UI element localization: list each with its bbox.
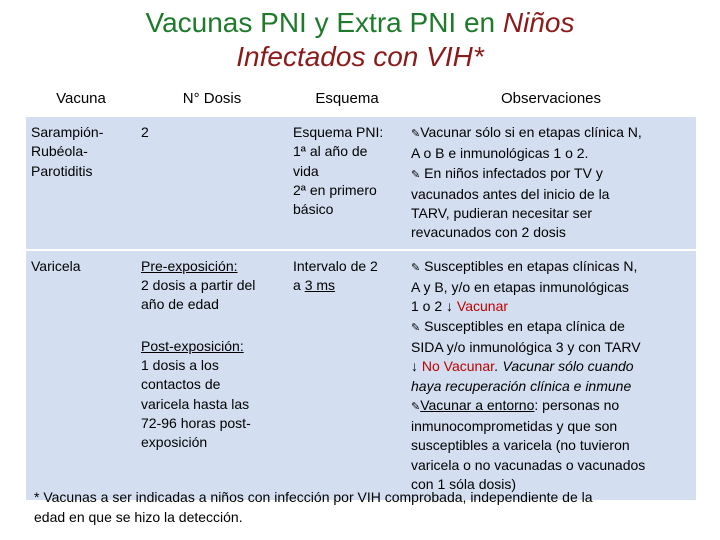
cell-text: Esquema PNI: <box>293 124 384 140</box>
cell-text: vida <box>293 162 319 179</box>
obs-text: 1 o 2 <box>411 298 447 315</box>
title-text: Vacunas PNI y Extra PNI en <box>145 7 503 38</box>
footnote-line: * Vacunas a ser indicadas a niños con infección por VIH comprobada, independiente de la <box>34 489 593 505</box>
vacunar-label: Vacunar <box>453 298 509 315</box>
table-row <box>26 117 696 250</box>
cell-text: varicela hasta las <box>141 395 250 412</box>
obs-text: En niños infectados por TV y <box>420 164 603 181</box>
obs-line: revacunados con 2 dosis <box>411 224 566 241</box>
header-observaciones: Observaciones <box>406 82 696 117</box>
obs-line: susceptibles a varicela (no tuvieron <box>411 437 630 454</box>
table-row <box>26 250 696 501</box>
header-esquema: Esquema <box>288 82 406 117</box>
obs-line: A y B, y/o en etapas inmunológicas <box>411 279 629 296</box>
vaccine-table <box>26 82 696 500</box>
syringe-icon: ✎ <box>411 400 421 413</box>
arrow-down-icon: ↓ <box>446 298 454 315</box>
syringe-icon: ✎ <box>411 321 421 334</box>
cell-text: Rubéola- <box>31 143 88 160</box>
cell-text: 1 dosis a los <box>141 356 219 373</box>
cell-text: Parotiditis <box>31 162 93 179</box>
obs-line: inmunocomprometidas y que son <box>411 418 618 435</box>
obs-text: . Vacunar sólo cuando <box>494 358 634 375</box>
cell-esquema <box>288 250 406 501</box>
cell-text: básico <box>293 201 334 218</box>
cell-text: Sarampión- <box>31 124 104 140</box>
obs-text: : personas no <box>534 396 620 413</box>
obs-line <box>411 257 692 278</box>
cell-vacuna <box>26 117 136 250</box>
syringe-icon: ✎ <box>411 261 421 274</box>
obs-line <box>411 317 692 338</box>
arrow-down-icon: ↓ <box>411 358 418 375</box>
post-exposure-title: Post-exposición: <box>141 337 244 354</box>
obs-line: varicela o no vacunadas o vacunados <box>411 456 646 473</box>
cell-text: Intervalo de 2 <box>293 257 378 274</box>
obs-text: Susceptibles en etapas clínicas N, <box>420 257 638 274</box>
cell-esquema <box>288 117 406 250</box>
obs-line: con 1 sóla dosis) <box>411 476 517 493</box>
title-emphasis: Niños <box>502 7 575 38</box>
syringe-icon: ✎ <box>411 128 421 140</box>
obs-line: vacunados antes del inicio de la <box>411 185 610 202</box>
obs-line: SIDA y/o inmunológica 3 y con TARV <box>411 338 641 355</box>
cell-text-part: a <box>293 277 305 294</box>
obs-line: haya recuperación clínica e inmune <box>411 377 632 394</box>
cell-text: 72-96 horas post- <box>141 414 251 431</box>
cell-text: contactos de <box>141 376 221 393</box>
cell-text: 2 dosis a partir del <box>141 277 256 294</box>
pre-exposure-title: Pre-exposición: <box>141 257 238 274</box>
obs-text: Susceptibles en etapa clínica de <box>420 317 625 334</box>
title-line-1 <box>0 6 720 40</box>
obs-line <box>411 164 692 185</box>
cell-text: 2ª en primero <box>293 181 377 198</box>
cell-observaciones <box>406 250 696 501</box>
cell-text: exposición <box>141 434 208 451</box>
cell-text <box>293 276 402 295</box>
spacer <box>141 315 284 337</box>
obs-text: Vacunar sólo si en etapas clínica N, <box>420 124 642 140</box>
cell-dosis: 2 <box>136 117 288 250</box>
cell-vacuna: Varicela <box>26 250 136 501</box>
cell-dosis <box>136 250 288 501</box>
syringe-icon: ✎ <box>411 168 421 181</box>
obs-line: A o B e inmunológicas 1 o 2. <box>411 145 589 162</box>
cell-observaciones <box>406 117 696 250</box>
header-dosis: N° Dosis <box>136 82 288 117</box>
obs-line <box>411 297 692 316</box>
header-vacuna: Vacuna <box>26 82 136 117</box>
page-title <box>0 6 720 74</box>
table-header-row <box>26 82 696 117</box>
cell-text: año de edad <box>141 296 219 313</box>
obs-line <box>411 357 692 376</box>
obs-line: TARV, pudieran necesitar ser <box>411 205 593 222</box>
no-vacunar-label: No Vacunar <box>418 358 495 375</box>
interval-value: 3 ms <box>304 277 336 294</box>
obs-line <box>411 123 692 144</box>
obs-text: Vacunar a entorno <box>420 396 535 413</box>
footnote-line: edad en que se hizo la detección. <box>34 508 243 525</box>
title-line-2: Infectados con VIH* <box>236 41 484 72</box>
cell-text: 1ª al año de <box>293 143 368 160</box>
obs-line <box>411 396 692 417</box>
footnote <box>34 488 694 527</box>
